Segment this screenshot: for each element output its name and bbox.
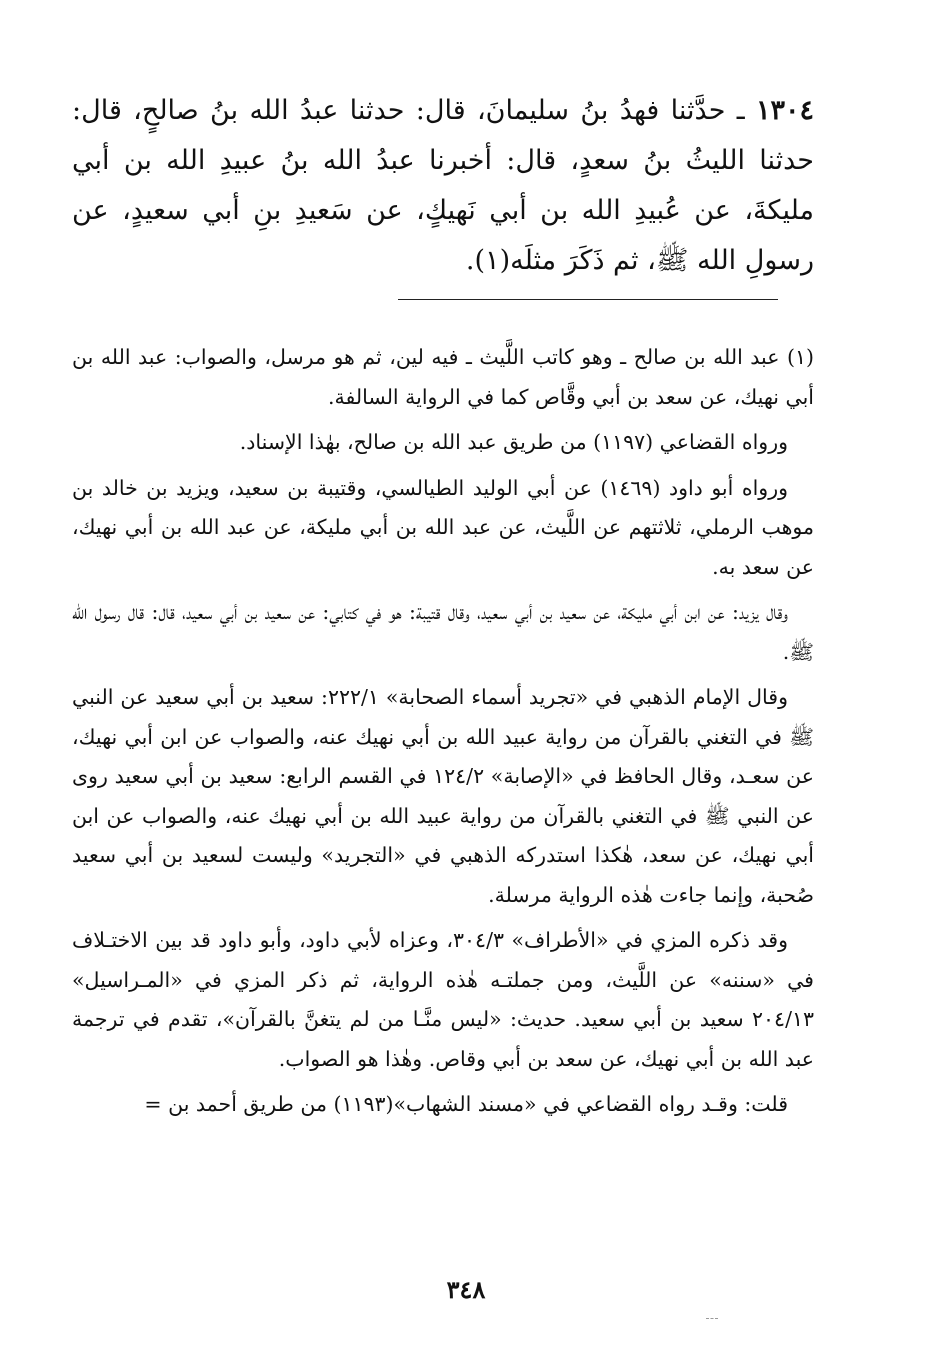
hadith-body: ـ حدَّثنا فهدُ بنُ سليمانَ، قال: حدثنا عبدُ الله بنُ صالحٍ، قال: حدثنا الليثُ بنُ سعدٍ، قال: أخبرنا عبدُ الله بنُ عبيدِ الله بن أبي مليكةَ، عن عُبيدِ الله بن أبي نَهيكٍ، عن سَعيدِ بنِ أبي سعيدٍ، عن رسولِ الله ﷺ، ثم ذَكَرَ مثلَه(١). xyxy=(72,95,814,276)
footnote-paragraph: ورواه القضاعي (١١٩٧) من طريق عبد الله بن صالح، بهٰذا الإسناد. xyxy=(239,430,788,454)
footnote-paragraph: وقد ذكره المزي في «الأطراف» ٣٠٤/٣، وعزاه لأبي داود، وأبو داود قد بين الاختـلاف في «سننه» عن اللَّيث، ومن جملتـه هٰذه الرواية، ثم ذكر المزي في «المـراسيل» ٢٠٤/١٣ سعيد بن أبي سعيد. حديث: «ليس منَّـا من لم يتغنَّ بالقرآن»، تقدم في ترجمة عبد الله بن أبي نهيك، عن سعد بن أبي وقاص. وهٰذا هو الصواب. xyxy=(72,928,814,1071)
footnote-paragraph: وقال الإمام الذهبي في «تجريد أسماء الصحابة» ٢٢٢/١: سعيد بن أبي سعيد عن النبي ﷺ في التغني بالقرآن من رواية عبيد الله بن أبي نهيك عنه، والصواب عن ابن أبي نهيك، عن سعـد، وقال الحافظ في «الإصابة» ١٢٤/٢ في القسم الرابع: سعيد بن أبي سعيد روى عن النبي ﷺ في التغني بالقرآن من رواية عبيد الله بن أبي نهيك عنه، والصواب عن ابن أبي نهيك، عن سعد، هٰكذا استدركه الذهبي في «التجريد» وليست لسعيد بن أبي سعيد صُحبة، وإنما جاءت هٰذه الرواية مرسلة. xyxy=(72,685,814,907)
footnote-paragraph: قلت: وقـد رواه القضاعي في «مسند الشهاب»(١١٩٣) من طريق أحمد بن = xyxy=(144,1092,788,1116)
footnote-1: (١) عبد الله بن صالح ـ وهو كاتب اللَّيث ـ فيه لين، ثم هو مرسل، والصواب: عبد الله بن أبي نهيك، عن سعد بن أبي وقَّاص كما في الرواية السالفة. xyxy=(72,345,814,409)
footnote-paragraph: وقال يزيد: عن ابن أبي مليكة، عن سعيد بن أبي سعيد، وقال قتيبة: هو في كتابي: عن سعيد بن أبي سعيد، قال: قال رسول الله ﷺ. xyxy=(72,600,814,664)
page-number: ٣٤٨ xyxy=(446,1275,486,1304)
footnote-paragraph: ورواه أبو داود (١٤٦٩) عن أبي الوليد الطيالسي، وقتيبة بن سعيد، ويزيد بن خالد بن موهب الرملي، ثلاثتهم عن اللَّيث، عن عبد الله بن أبي مليكة، عن عبد الله بن أبي نهيك، عن سعد به. xyxy=(72,475,814,579)
hadith-text xyxy=(72,86,814,286)
footnotes xyxy=(72,338,814,1131)
hadith-number: ١٣٠٤ xyxy=(755,95,814,126)
scan-mark xyxy=(706,1318,718,1319)
footnote-separator xyxy=(398,299,778,300)
